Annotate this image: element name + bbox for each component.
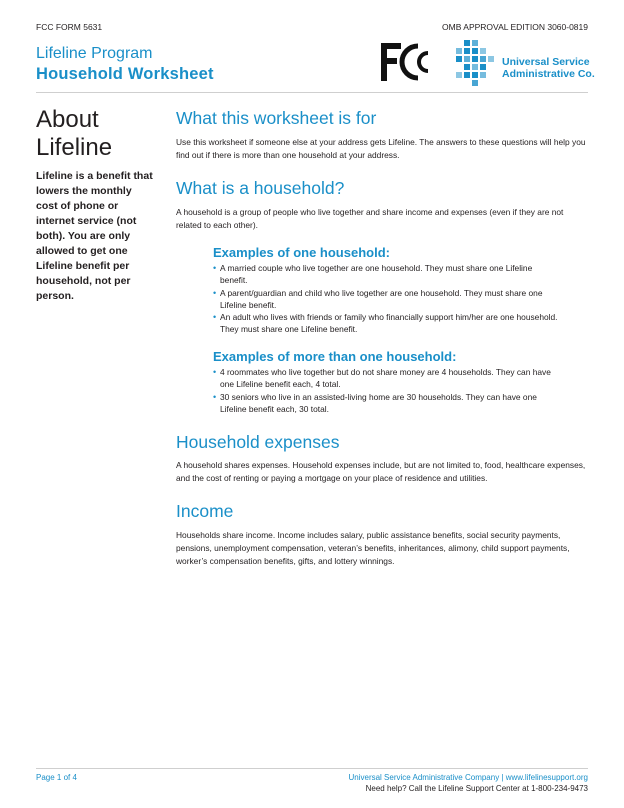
more-households-heading: Examples of more than one household:: [213, 349, 457, 364]
purpose-text: Use this worksheet if someone else at your address gets Lifeline. The answers to these questions will help you find out if there is more than one household at your address.: [176, 137, 586, 160]
page-number: Page 1 of 4: [36, 773, 77, 782]
form-number: FCC FORM 5631: [36, 22, 103, 32]
list-item: • 30 seniors who live in an assisted-living home are 30 households. They can have one Lifeline benefit each, 30 total.: [213, 391, 561, 416]
usac-wordmark: Universal Service Administrative Co.: [502, 56, 595, 80]
program-name: Lifeline Program: [36, 45, 153, 62]
header-divider: [36, 92, 588, 93]
document-title-block: [36, 44, 214, 84]
one-household-list: [213, 262, 561, 336]
household-text: A household is a group of people who live together and share income and expenses (even if they are not related to each other).: [176, 207, 564, 230]
list-item: • A parent/guardian and child who live together are one household. They must share one Lifeline benefit.: [213, 287, 561, 312]
list-item: • An adult who lives with friends or family who financially support him/her are one household. They must share one Lifeline benefit.: [213, 311, 561, 336]
footer-divider: [36, 768, 588, 769]
omb-approval: OMB APPROVAL EDITION 3060-0819: [442, 22, 588, 32]
fcc-logo: [380, 40, 432, 84]
household-heading: What is a household?: [176, 178, 345, 198]
one-household-heading: Examples of one household:: [213, 245, 390, 260]
list-item: • 4 roommates who live together but do not share money are 4 households. They can have one Lifeline benefit each, 4 total.: [213, 366, 561, 391]
income-heading: Income: [176, 501, 234, 521]
expenses-heading: Household expenses: [176, 432, 340, 452]
footer-org-line: Universal Service Administrative Company | www.lifelinesupport.org: [348, 773, 588, 782]
sidebar-text: Lifeline is a benefit that lowers the monthly cost of phone or internet service (not both). You are only allowed to get one Lifeline benefit per household, not per person.: [36, 170, 153, 302]
expenses-text: A household shares expenses. Household expenses include, but are not limited to, food, healthcare expenses, and the cost of renting or paying a mortgage on your place of residence and utilities.: [176, 460, 586, 483]
income-text: Households share income. Income includes salary, public assistance benefits, social security payments, pensions, unemployment compensation, veteran’s benefits, inheritances, alimony, child support payments, worker’s compensation benefits, gifts, and lottery winnings.: [176, 530, 570, 566]
worksheet-title: Household Worksheet: [36, 65, 214, 83]
sidebar-heading: About Lifeline: [36, 106, 113, 161]
footer-help-line: Need help? Call the Lifeline Support Center at 1-800-234-9473: [365, 784, 588, 793]
purpose-heading: What this worksheet is for: [176, 108, 377, 128]
list-item: • A married couple who live together are one household. They must share one Lifeline benefit.: [213, 262, 561, 287]
more-households-list: [213, 366, 561, 415]
